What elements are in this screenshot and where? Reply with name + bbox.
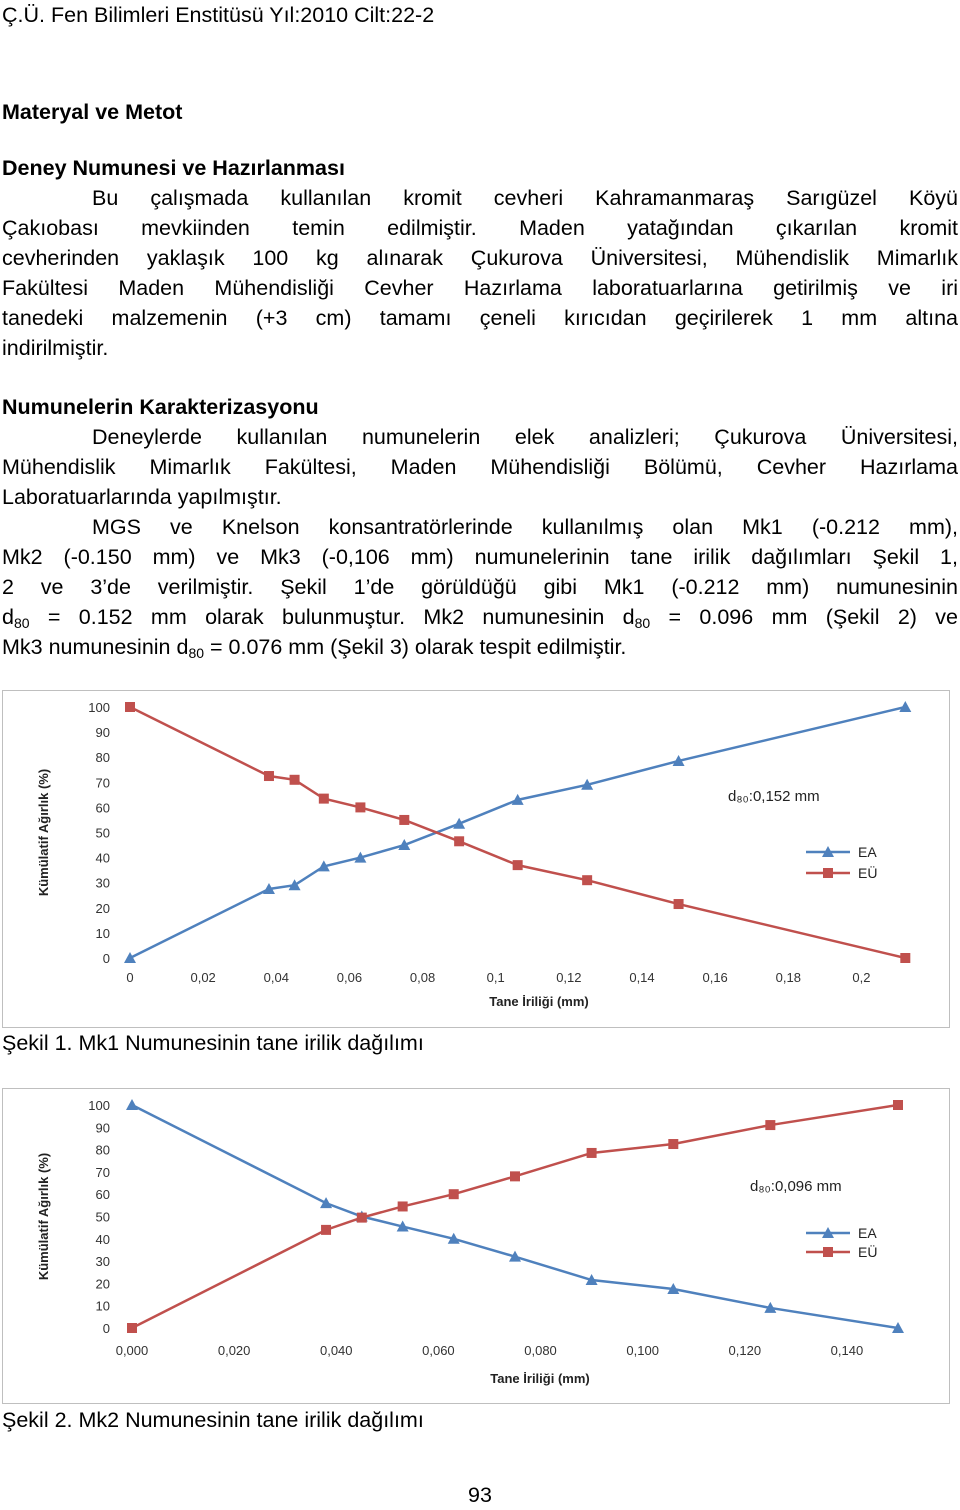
paragraph-line: Laboratuarlarında yapılmıştır. [2, 485, 282, 509]
paragraph-line: Mk3 numunesinin $d_{80} = 0.076$ mm (Şekil 3) olarak tespit edilmiştir. [2, 635, 627, 661]
paragraph-line: Çakıobası mevkiinden temin edilmiştir. Maden yatağından çıkarılan kromit [2, 216, 958, 240]
data-point [355, 802, 365, 812]
x-tick-label: 0,140 [830, 1343, 864, 1358]
y-axis-label: Kümülatif Ağırlık (%) [36, 1152, 51, 1281]
y-tick-label: 70 [95, 775, 110, 791]
y-tick-label: 100 [88, 700, 110, 715]
chart-svg [3, 691, 949, 1027]
data-point [510, 1171, 520, 1181]
series-line-ea [132, 1105, 898, 1328]
series-line-eu [132, 1105, 898, 1328]
y-tick-label: 80 [95, 750, 110, 766]
paragraph-line: MGS ve Knelson konsantratörlerinde kullanılmış olan Mk1 (-0.212 mm), [92, 515, 958, 539]
paragraph-line: Mühendislik Mimarlık Fakültesi, Maden Mühendisliği Bölümü, Cevher Hazırlama [2, 455, 958, 479]
y-tick-label: 80 [95, 1142, 110, 1158]
data-point [357, 1213, 367, 1223]
data-point [320, 1197, 332, 1208]
subsection-title-2: Numunelerin Karakterizasyonu [2, 395, 319, 419]
legend-label: EA [858, 1225, 877, 1241]
figure-2-chart [2, 1088, 950, 1404]
data-point [125, 702, 135, 712]
chart-svg [3, 1089, 949, 1403]
figure-2-caption: Şekil 2. Mk2 Numunesinin tane irilik dağılımı [2, 1408, 424, 1432]
data-point [127, 1323, 137, 1333]
paragraph-line: tanedeki malzemenin (+3 cm) tamamı çeneli kırıcıdan geçirilerek 1 mm altına [2, 306, 958, 330]
y-tick-label: 10 [95, 1298, 110, 1314]
data-point [290, 775, 300, 785]
legend-marker [823, 1247, 833, 1257]
y-tick-label: 40 [95, 850, 110, 866]
data-point [893, 1100, 903, 1110]
y-tick-label: 70 [95, 1164, 110, 1180]
legend-label: EÜ [858, 1244, 878, 1260]
y-tick-label: 40 [95, 1231, 110, 1247]
data-point [668, 1139, 678, 1149]
subsection-title-1: Deney Numunesi ve Hazırlanması [2, 156, 345, 180]
figure-1-caption: Şekil 1. Mk1 Numunesinin tane irilik dağılımı [2, 1031, 424, 1055]
data-point [398, 1201, 408, 1211]
y-tick-label: 100 [88, 1098, 110, 1113]
data-point [319, 794, 329, 804]
x-tick-label: 0,060 [422, 1343, 455, 1358]
section-title: Materyal ve Metot [2, 100, 183, 124]
data-point [899, 701, 911, 712]
legend-label: EÜ [858, 865, 878, 881]
y-tick-label: 90 [95, 1120, 110, 1136]
y-tick-label: 20 [95, 900, 110, 916]
paragraph-line: Deneylerde kullanılan numunelerin elek analizleri; Çukurova Üniversitesi, [92, 425, 958, 449]
paragraph-line: Bu çalışmada kullanılan kromit cevheri Kahramanmaraş Sarıgüzel Köyü [92, 186, 958, 210]
x-tick-label: 0,020 [217, 1343, 251, 1358]
x-tick-label: 0,16 [702, 970, 728, 985]
series-line-ea [130, 707, 905, 958]
d80-annotation: d₈₀:0,152 mm [728, 788, 820, 805]
paragraph-line: Mk2 (-0.150 mm) ve Mk3 (-0,106 mm) numunelerinin tane irilik dağılımları Şekil 1, [2, 545, 958, 569]
data-point [321, 1225, 331, 1235]
y-tick-label: 10 [95, 925, 110, 941]
x-tick-label: 0,120 [728, 1343, 762, 1358]
page-number: 93 [468, 1483, 492, 1507]
x-tick-label: 0,12 [556, 970, 582, 985]
data-point [126, 1099, 138, 1110]
data-point [454, 836, 464, 846]
y-tick-label: 60 [95, 800, 110, 816]
x-tick-label: 0,08 [409, 970, 436, 985]
journal-header: Ç.Ü. Fen Bilimleri Enstitüsü Yıl:2010 Cilt:22-2 [2, 3, 435, 27]
data-point [513, 860, 523, 870]
data-point [587, 1148, 597, 1158]
paragraph-line: Fakültesi Maden Mühendisliği Cevher Hazırlama laboratuarlarına getirilmiş ve iri [2, 276, 958, 300]
x-tick-label: 0,000 [115, 1343, 149, 1358]
y-tick-label: 50 [95, 1209, 110, 1225]
x-axis-label: Tane İriliği (mm) [490, 1371, 590, 1386]
legend-label: EA [858, 844, 877, 860]
paragraph-line: cevherinden yaklaşık 100 kg alınarak Çukurova Üniversitesi, Mühendislik Mimarlık [2, 246, 958, 270]
legend-marker [823, 868, 833, 878]
y-tick-label: 90 [95, 725, 110, 741]
x-tick-label: 0,18 [775, 970, 801, 985]
data-point [124, 952, 136, 963]
y-tick-label: 50 [95, 825, 110, 841]
x-tick-label: 0,040 [319, 1343, 353, 1358]
paragraph-line: 2 ve 3’de verilmiştir. Şekil 1’de görüldüğü gibi Mk1 (-0.212 mm) numunesinin [2, 575, 958, 599]
figure-1-chart [2, 690, 950, 1028]
data-point [264, 771, 274, 781]
y-tick-label: 30 [95, 1254, 110, 1270]
x-tick-label: 0 [126, 970, 134, 985]
y-tick-label: 0 [102, 951, 110, 966]
x-tick-label: 0,100 [626, 1343, 659, 1358]
x-tick-label: 0,04 [263, 970, 289, 985]
y-tick-label: 20 [95, 1276, 110, 1292]
data-point [765, 1120, 775, 1130]
series-line-eu [130, 707, 905, 958]
paragraph-line: $d_{80} = 0.152$ mm olarak bulunmuştur. Mk2 numunesinin $d_{80} = 0.096$ mm (Şekil 2) ve [2, 605, 958, 631]
paragraph-line: indirilmiştir. [2, 336, 109, 360]
x-tick-label: 0,080 [524, 1343, 557, 1358]
data-point [674, 899, 684, 909]
data-point [399, 815, 409, 825]
y-axis-label: Kümülatif Ağırlık (%) [36, 768, 51, 897]
data-point [582, 875, 592, 885]
y-tick-label: 0 [102, 1321, 110, 1336]
x-axis-label: Tane İriliği (mm) [489, 994, 589, 1009]
y-tick-label: 30 [95, 875, 110, 891]
d80-annotation: d₈₀:0,096 mm [750, 1178, 842, 1195]
x-tick-label: 0,1 [486, 970, 505, 985]
x-tick-label: 0,2 [852, 970, 871, 985]
data-point [900, 953, 910, 963]
y-tick-label: 60 [95, 1187, 110, 1203]
x-tick-label: 0,06 [336, 970, 363, 985]
x-tick-label: 0,14 [629, 970, 655, 985]
x-tick-label: 0,02 [190, 970, 216, 985]
data-point [449, 1189, 459, 1199]
